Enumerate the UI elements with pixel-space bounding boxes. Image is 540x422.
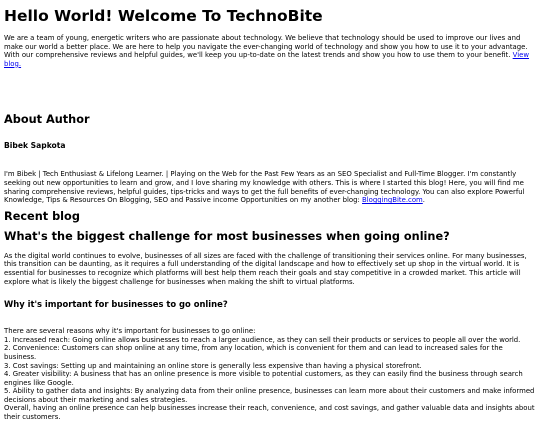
page-title: Hello World! Welcome To TechnoBite [4, 7, 323, 25]
recent-blog-heading: Recent blog [4, 209, 80, 223]
list-item: 5. Ability to gather data and insights: By analyzing data from their online presence, businesses can learn more about their customers and make informed decisions about their marketing and sales strategies. [4, 387, 535, 404]
list-item: 2. Convenience: Customers can shop online at any time, from any location, which is convenient for them and can lead to increased sales for the business. [4, 344, 503, 361]
bio-text: I'm Bibek | Tech Enthusiast & Lifelong Learner. | Playing on the Web for the Past Few Years as an SEO Specialist and Full-Time Blogger. I'm constantly seeking out new opportunities to learn and grow, and I love sharing my knowledge with others. This is where I started this blog! Here, you will find me sharing comprehensive reviews, helpful guides, tips-tricks and ways to get the full benefits of ever-changing technology. You can also explore Powerful Knowledge, Tips & Resources On Blogging, SEO and Passive income Opportunities on my another blog: [4, 170, 525, 205]
list-item: 1. Increased reach: Going online allows businesses to reach a larger audience, as they can sell their products or services to people all over the world. [4, 335, 521, 344]
bloggingbite-link[interactable]: BloggingBite.com [362, 196, 423, 205]
post-title: What's the biggest challenge for most businesses when going online? [4, 229, 450, 243]
about-heading: About Author [4, 113, 90, 127]
author-name: Bibek Sapkota [4, 141, 66, 151]
bio-end: . [422, 196, 425, 205]
list-item: 4. Greater visibility: A business that has an online presence is more visible to potential customers, as they can easily find the business through search engines like Google. [4, 370, 523, 387]
reasons-list [4, 327, 536, 422]
intro-paragraph [4, 34, 536, 68]
view-blog-link[interactable]: View blog. [4, 51, 530, 68]
intro-text: We are a team of young, energetic writers who are passionate about technology. We believe that technology should be used to improve our lives and make our world a better place. We are here to help you navigate the ever-changing world of technology and show you how to use it to your advantage. With our comprehensive reviews and helpful guides, we'll keep you up-to-date on the latest trends and show you how to use them to your benefit. [4, 34, 528, 60]
post-subheading: Why it's important for businesses to go online? [4, 299, 228, 310]
list-item: 3. Cost savings: Setting up and maintaining an online store is generally less expensive than having a physical storefront. [4, 361, 422, 370]
post-intro: As the digital world continues to evolve, businesses of all sizes are faced with the challenge of transitioning their services online. For many businesses, this transition can be daunting, as it requires a full understanding of the digital landscape and how to effectively set up shop in the virtual world. It is essential for businesses to recognize which platforms will best help them reach their goals and stay competitive in a crowded market. This article will explore what is likely the biggest challenge for businesses when making the shift to virtual platforms. [4, 251, 527, 286]
author-bio [4, 170, 536, 204]
reasons-intro: There are several reasons why it's important for businesses to go online: [4, 327, 256, 336]
conclusion: Overall, having an online presence can help businesses increase their reach, convenience, and cost savings, and gather valuable data and insights about their customers. [4, 404, 535, 422]
